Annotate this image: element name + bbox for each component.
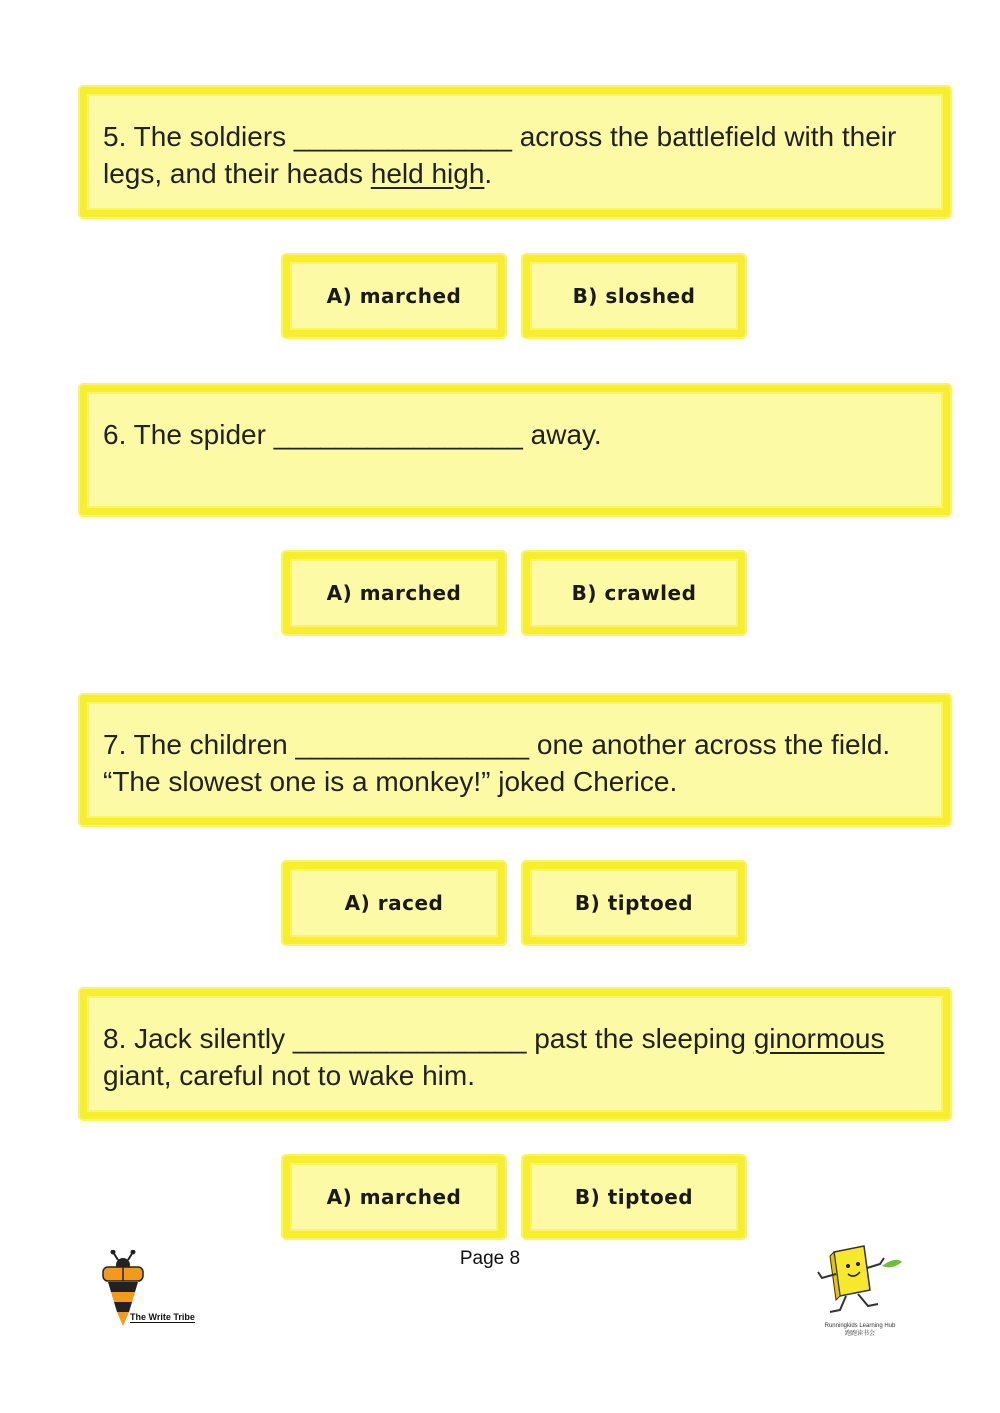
question-text: The spider ________________ away. bbox=[133, 419, 602, 450]
question-number: 5. bbox=[103, 121, 127, 152]
left-logo-text: The Write Tribe bbox=[130, 1312, 195, 1322]
right-logo-text-line1: Runningkids Learning Hub bbox=[824, 1323, 896, 1329]
question-text: The soldiers ______________ across the battlefield with their legs, and their heads bbox=[103, 121, 897, 189]
question-7-option-a[interactable]: A) raced bbox=[283, 862, 505, 944]
right-logo-text-line2: 跑跑读书会 bbox=[844, 1331, 875, 1337]
question-8-option-a[interactable]: A) marched bbox=[283, 1156, 505, 1238]
underlined-phrase: held high bbox=[370, 158, 485, 189]
question-6-option-a[interactable]: A) marched bbox=[283, 552, 505, 634]
question-5-option-b[interactable]: B) sloshed bbox=[523, 255, 745, 337]
question-number: 6. bbox=[103, 419, 127, 450]
question-7-option-b[interactable]: B) tiptoed bbox=[523, 862, 745, 944]
question-5-box bbox=[80, 87, 950, 217]
question-text: Jack silently _______________ past the sleeping bbox=[134, 1023, 754, 1054]
question-8-option-b[interactable]: B) tiptoed bbox=[523, 1156, 745, 1238]
underlined-word: ginormous bbox=[753, 1023, 885, 1054]
right-logo-text bbox=[810, 1322, 910, 1338]
question-text-end: giant, careful not to wake him. bbox=[103, 1060, 475, 1091]
question-8-box bbox=[80, 989, 950, 1119]
question-5-option-a[interactable]: A) marched bbox=[283, 255, 505, 337]
question-6-box bbox=[80, 385, 950, 515]
question-number: 7. bbox=[103, 729, 127, 760]
question-number: 8. bbox=[103, 1023, 127, 1054]
page-number: Page 8 bbox=[459, 1248, 521, 1269]
question-text-end: . bbox=[484, 158, 493, 189]
question-7-box bbox=[80, 695, 950, 825]
question-text: The children _______________ one another across the field. “The slowest one is a monkey!” joked Cherice. bbox=[103, 729, 891, 797]
running-book-logo-icon bbox=[812, 1244, 907, 1320]
question-6-option-b[interactable]: B) crawled bbox=[523, 552, 745, 634]
